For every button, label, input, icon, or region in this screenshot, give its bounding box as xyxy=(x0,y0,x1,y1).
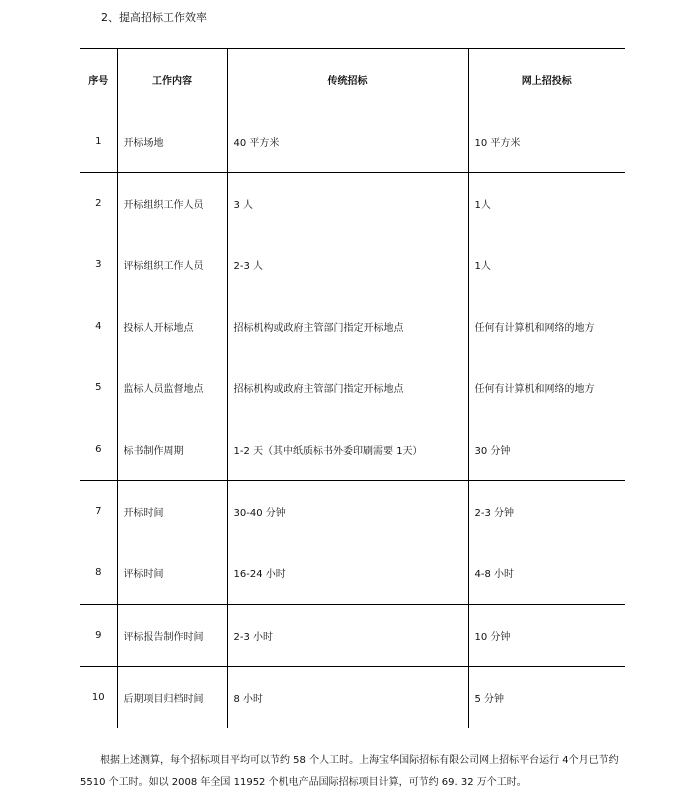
table-row xyxy=(80,480,625,542)
section-heading: 2、提高招标工作效率 xyxy=(101,11,207,24)
header-no: 序号 xyxy=(88,76,109,88)
cell-no: 2 xyxy=(95,197,102,209)
table-row xyxy=(80,234,625,295)
cell-no: 1 xyxy=(80,110,117,172)
summary-paragraph: 根据上述测算，每个招标项目平均可以节约 58 个人工时。上海宝华国际招标有限公司网上招标平台运行 4个月已节约 5510 个工时。如以 2008 年全国 11952 个机电产品国际招标项目计算，可节约 69. 32 万个工时。 xyxy=(80,755,619,788)
cell-no: 10 xyxy=(91,692,105,704)
cell-item: 评标报告制作时间 xyxy=(117,604,227,666)
cell-traditional: 3 人 xyxy=(227,172,468,234)
cell-traditional: 30-40 分钟 xyxy=(227,480,468,542)
cell-traditional: 8 小时 xyxy=(227,666,468,728)
cell-traditional: 2-3 人 xyxy=(227,234,468,295)
table-row xyxy=(80,357,625,418)
cell-no: 3 xyxy=(95,259,102,271)
cell-online: 任何有计算机和网络的地方 xyxy=(468,357,625,418)
cell-item: 开标时间 xyxy=(117,480,227,542)
cell-online: 4-8 小时 xyxy=(468,542,625,604)
table-row xyxy=(80,666,625,728)
cell-online: 5 分钟 xyxy=(468,666,625,728)
table-row xyxy=(80,604,625,666)
cell-item: 投标人开标地点 xyxy=(117,296,227,357)
header-traditional: 传统招标 xyxy=(227,49,468,111)
cell-online: 2-3 分钟 xyxy=(468,480,625,542)
cell-online: 1人 xyxy=(468,234,625,295)
header-online: 网上招投标 xyxy=(468,49,625,111)
cell-online: 10 平方米 xyxy=(468,110,625,172)
cell-traditional: 2-3 小时 xyxy=(227,604,468,666)
cell-no: 6 xyxy=(80,418,117,480)
cell-online: 30 分钟 xyxy=(468,418,625,480)
cell-item: 监标人员监督地点 xyxy=(117,357,227,418)
cell-no: 7 xyxy=(95,505,102,517)
table-row xyxy=(80,296,625,357)
header-item: 工作内容 xyxy=(117,49,227,111)
cell-no: 4 xyxy=(95,320,102,332)
cell-no: 5 xyxy=(95,382,102,394)
table-row xyxy=(80,110,625,172)
cell-no: 9 xyxy=(80,604,117,666)
cell-item: 评标组织工作人员 xyxy=(117,234,227,295)
table-row xyxy=(80,172,625,234)
comparison-table-container xyxy=(80,48,625,728)
cell-no: 8 xyxy=(80,542,117,604)
cell-traditional: 40 平方米 xyxy=(227,110,468,172)
comparison-table xyxy=(80,48,625,728)
cell-traditional: 招标机构或政府主管部门指定开标地点 xyxy=(227,357,468,418)
cell-item: 开标组织工作人员 xyxy=(117,172,227,234)
table-header-row xyxy=(80,49,625,111)
table-row xyxy=(80,418,625,480)
cell-online: 1人 xyxy=(468,172,625,234)
cell-traditional: 1-2 天（其中纸质标书外委印刷需要 1天） xyxy=(227,418,468,480)
table-row xyxy=(80,542,625,604)
cell-online: 任何有计算机和网络的地方 xyxy=(468,296,625,357)
cell-traditional: 16-24 小时 xyxy=(227,542,468,604)
cell-online: 10 分钟 xyxy=(468,604,625,666)
cell-traditional: 招标机构或政府主管部门指定开标地点 xyxy=(227,296,468,357)
cell-item: 后期项目归档时间 xyxy=(117,666,227,728)
cell-item: 标书制作周期 xyxy=(117,418,227,480)
cell-item: 评标时间 xyxy=(117,542,227,604)
cell-item: 开标场地 xyxy=(117,110,227,172)
